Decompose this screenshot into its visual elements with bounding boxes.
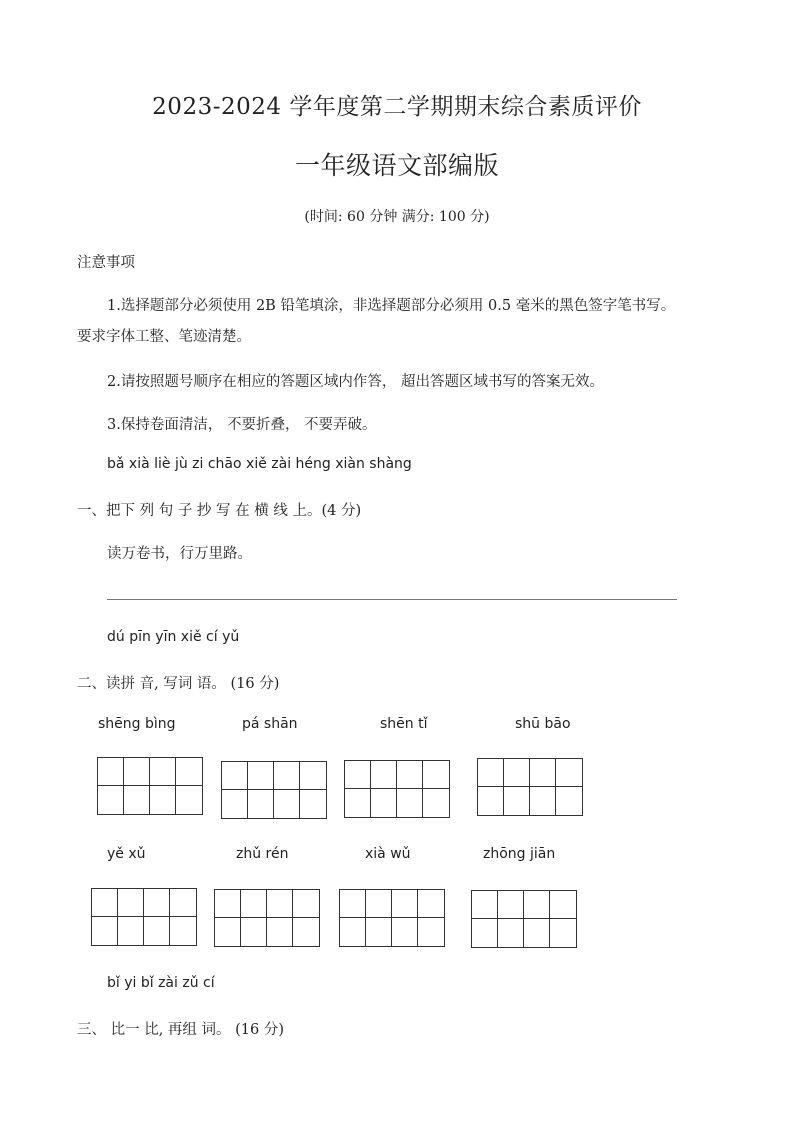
q1-pinyin: bǎ xià liè jù zi chāo xiě zài héng xiàn shàng [107,456,412,472]
exam-title: 2023-2024 学年度第二学期期末综合素质评价 [152,94,642,120]
q1-answer-line[interactable] [107,599,677,600]
q2-heading: 二、读拼 音, 写词 语。 (16 分) [77,676,280,692]
writing-grid[interactable] [221,761,327,819]
exam-meta: (时间: 60 分钟 满分: 100 分) [304,209,490,225]
q2-word-pinyin: shū bāo [515,716,571,732]
writing-grid[interactable] [471,890,577,948]
writing-grid[interactable] [344,760,450,818]
q3-pinyin: bǐ yi bǐ zài zǔ cí [107,975,215,991]
q2-pinyin: dú pīn yīn xiě cí yǔ [107,629,240,645]
q1-sentence: 读万卷书，行万里路。 [107,546,252,562]
writing-grid[interactable] [339,889,445,947]
q2-word-pinyin: pá shān [242,716,298,732]
q2-word-pinyin: shēn tǐ [380,716,428,732]
q2-word-pinyin: zhǔ rén [236,846,289,862]
q2-word-pinyin: shēng bìng [98,716,176,732]
note-item-3: 3.保持卷面清洁， 不要折叠， 不要弄破。 [107,417,377,433]
writing-grid[interactable] [477,758,583,816]
q1-heading: 一、把下 列 句 子 抄 写 在 横 线 上。(4 分) [77,503,362,519]
writing-grid[interactable] [214,889,320,947]
q2-word-pinyin: xià wǔ [365,846,411,862]
exam-subtitle: 一年级语文部编版 [294,151,499,180]
note-item-2: 2.请按照题号顺序在相应的答题区域内作答， 超出答题区域书写的答案无效。 [107,374,604,390]
q2-word-pinyin: yě xǔ [107,846,146,862]
q2-word-pinyin: zhōng jiān [483,846,556,862]
q3-heading: 三、 比一 比, 再组 词。 (16 分) [77,1022,285,1038]
writing-grid[interactable] [97,757,203,815]
notes-heading: 注意事项 [77,255,135,271]
writing-grid[interactable] [91,888,197,946]
note-item-1: 1.选择题部分必须使用 2B 铅笔填涂，非选择题部分必须用 0.5 毫米的黑色签字笔书写。 [107,298,676,314]
note-item-1-continued: 要求字体工整、笔迹清楚。 [77,329,251,345]
